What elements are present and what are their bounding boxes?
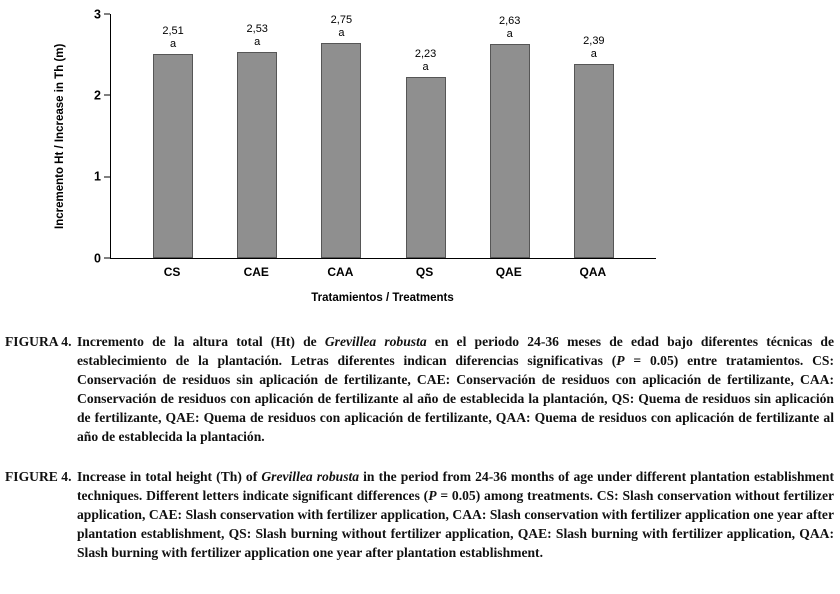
bar [574,64,614,258]
caption-italic-segment: P [428,488,437,503]
bar-letter-label: a [590,47,597,60]
bar-value-label: 2,51 [162,24,184,37]
bar-value-label: 2,63 [498,15,521,28]
category-label-cae: CAE [243,265,269,279]
y-axis-title: Incremento Ht / Increase in Th (m) [54,43,66,229]
x-axis-title: Tratamientos / Treatments [311,292,454,304]
bar-group-qs [406,14,446,258]
caption-figure-4-en [5,467,834,562]
caption-segment: = 0.05) among treatments. CS: Slash conservation without fertilizer application, CAE: Slash conservation with fertilizer application, CAA: Slash conservation with fertilizer application one year after plantation establishment, QS: Slash burning without fertilizer application, QAE: Slash burning with fertilizer application, QAA: Slash burning with fertilizer application one year after plantation establishment. [77,488,835,560]
bar-letter-label: a [506,28,513,41]
category-label-qae: QAE [495,265,522,279]
y-tick-mark [104,95,110,96]
y-tick-mark [104,176,110,177]
plot-area [94,6,656,265]
category-label-qs: QS [415,265,434,279]
category-label-caa: CAA [327,265,354,279]
caption-text-es [77,332,834,446]
category-label-qaa: QAA [579,265,607,279]
bar [321,43,361,258]
y-tick-label: 2 [94,88,101,103]
y-tick-label: 3 [94,6,101,21]
figure-captions [5,332,834,562]
caption-segment: Incremento de la altura total (Ht) de [77,334,325,349]
caption-italic-segment: P [616,353,625,368]
x-axis-category-labels [110,265,655,279]
y-tick-label: 0 [94,250,101,265]
caption-segment: Increase in total height (Th) of [77,469,262,484]
bar [153,54,193,258]
bar-group-cae [237,14,277,258]
bars-container [111,14,656,258]
bar-letter-label: a [254,36,261,49]
caption-segment: en el periodo 24-36 meses de edad bajo diferentes técnicas de establecimiento de la plantación. Letras diferentes indican diferencias significativas ( [77,334,834,368]
y-tick-mark [104,258,110,259]
bar-group-cs [153,14,193,258]
bar [237,52,277,258]
bar-group-caa [321,14,361,258]
category-label-cs: CS [163,265,181,279]
bar-letter-label: a [338,27,345,39]
y-tick-mark [104,14,110,15]
bar-value-label: 2,23 [414,47,437,60]
caption-label-es: FIGURA 4. [5,334,72,349]
bar-value-label: 2,75 [330,14,353,26]
bar-value-label: 2,53 [246,23,268,36]
caption-label-en: FIGURE 4. [5,469,72,484]
y-tick-label: 1 [94,169,101,184]
caption-segment: = 0.05) entre tratamientos. CS: Conservación de residuos sin aplicación de fertilizante, CAE: Conservación de residuos con aplicación de fertilizante, CAA: Conservación de residuos con aplicación de fertilizante al año de establecida la plantación, QS: Quema de residuos sin aplicación de fertilizante, QAE: Quema de residuos con aplicación de fertilizante, QAA: Quema de residuos con aplicación de fertilizante al año de establecida la plantación. [77,353,834,444]
bar-group-qae [490,14,530,258]
caption-segment: in the period from 24-36 months of age under different plantation establishment techniques. Different letters indicate significant differences ( [77,469,834,503]
bar-letter-label: a [422,60,429,73]
caption-italic-segment: Grevillea robusta [261,469,360,484]
caption-text-en [77,467,834,562]
caption-figura-4-es [5,332,834,446]
bar-group-qaa [574,14,614,258]
bar-letter-label: a [170,37,177,50]
caption-italic-segment: Grevillea robusta [324,334,427,349]
bar-value-label: 2,39 [583,34,605,47]
bar [490,44,530,258]
bar [406,77,446,258]
